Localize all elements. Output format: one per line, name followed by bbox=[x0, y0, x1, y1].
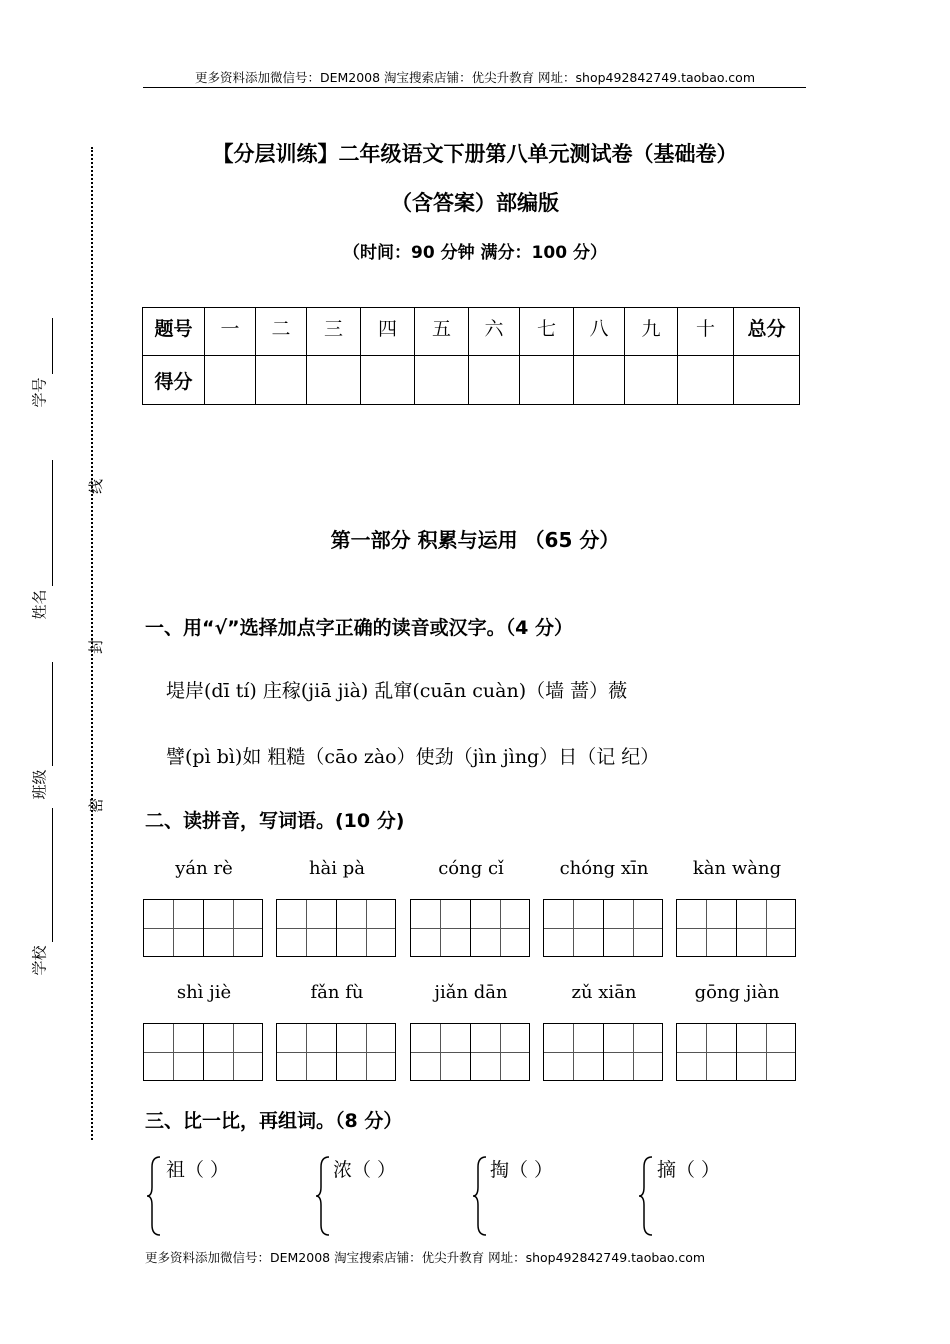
pinyin-label: cóng cǐ bbox=[438, 858, 504, 879]
writing-grid[interactable] bbox=[543, 899, 663, 957]
question-2-title: 二、读拼音，写词语。(10 分) bbox=[145, 810, 405, 832]
brace-icon bbox=[638, 1155, 654, 1237]
score-col-7: 七 bbox=[520, 308, 574, 356]
school-label: 学校 bbox=[30, 945, 49, 976]
class-label: 班级 bbox=[30, 769, 49, 800]
score-cell[interactable] bbox=[205, 356, 256, 405]
score-cell[interactable] bbox=[678, 356, 734, 405]
score-table bbox=[142, 307, 800, 405]
score-row-label: 得分 bbox=[143, 356, 205, 405]
pinyin-label: gōng jiàn bbox=[694, 982, 780, 1003]
score-col-8: 八 bbox=[574, 308, 625, 356]
exam-time-score: （时间：90 分钟 满分：100 分） bbox=[343, 243, 607, 263]
pinyin-label: zǔ xiān bbox=[571, 982, 637, 1003]
score-cell[interactable] bbox=[256, 356, 307, 405]
pinyin-label: kàn wàng bbox=[692, 858, 782, 879]
student-id-blank[interactable] bbox=[52, 318, 53, 374]
question-number-label: 题号 bbox=[143, 308, 205, 356]
compare-item[interactable]: 摘（ ） bbox=[657, 1159, 721, 1181]
writing-grid[interactable] bbox=[410, 899, 530, 957]
score-col-2: 二 bbox=[256, 308, 307, 356]
part-one-heading: 第一部分 积累与运用 （65 分） bbox=[330, 528, 620, 552]
pinyin-label: jiǎn dān bbox=[434, 982, 508, 1003]
score-cell[interactable] bbox=[734, 356, 800, 405]
score-col-9: 九 bbox=[625, 308, 678, 356]
score-cell[interactable] bbox=[469, 356, 520, 405]
brace-icon bbox=[472, 1155, 488, 1237]
writing-grid[interactable] bbox=[276, 899, 396, 957]
seal-char-xian: 线 bbox=[87, 478, 106, 495]
score-cell[interactable] bbox=[307, 356, 361, 405]
pinyin-label: chóng xīn bbox=[559, 858, 649, 879]
writing-grid[interactable] bbox=[676, 1023, 796, 1081]
score-cell[interactable] bbox=[574, 356, 625, 405]
pinyin-label: hài pà bbox=[308, 858, 366, 879]
score-cell[interactable] bbox=[361, 356, 415, 405]
writing-grid[interactable] bbox=[143, 899, 263, 957]
question-1-line-1: 堤岸(dī tí) 庄稼(jiā jià) 乱窜(cuān cuàn)（墙 蔷）薇 bbox=[166, 680, 628, 702]
pinyin-label: shì jiè bbox=[176, 982, 232, 1003]
pinyin-label: fǎn fù bbox=[310, 982, 364, 1003]
compare-item[interactable]: 浓（ ） bbox=[333, 1159, 397, 1181]
score-col-3: 三 bbox=[307, 308, 361, 356]
compare-item[interactable]: 祖（ ） bbox=[166, 1159, 230, 1181]
compare-item[interactable]: 掏（ ） bbox=[490, 1159, 554, 1181]
question-3-title: 三、比一比，再组词。（8 分） bbox=[145, 1110, 403, 1132]
writing-grid[interactable] bbox=[276, 1023, 396, 1081]
score-col-10: 十 bbox=[678, 308, 734, 356]
header-note: 更多资料添加微信号：DEM2008 淘宝搜索店铺：优尖升教育 网址：shop492842749.taobao.com bbox=[194, 70, 756, 85]
score-col-5: 五 bbox=[415, 308, 469, 356]
header-divider bbox=[143, 87, 806, 88]
student-id-label: 学号 bbox=[30, 377, 49, 408]
name-label: 姓名 bbox=[30, 589, 49, 620]
score-cell[interactable] bbox=[520, 356, 574, 405]
pinyin-label: yán rè bbox=[175, 858, 233, 879]
footer-note: 更多资料添加微信号：DEM2008 淘宝搜索店铺：优尖升教育 网址：shop492842749.taobao.com bbox=[145, 1250, 706, 1265]
brace-icon bbox=[315, 1155, 331, 1237]
score-col-total: 总分 bbox=[734, 308, 800, 356]
writing-grid[interactable] bbox=[543, 1023, 663, 1081]
score-col-6: 六 bbox=[469, 308, 520, 356]
page-title: 【分层训练】二年级语文下册第八单元测试卷（基础卷） bbox=[212, 142, 738, 166]
name-blank[interactable] bbox=[52, 460, 53, 586]
question-1-line-2: 譬(pì bì)如 粗糙（cāo zào）使劲（jìn jìng）日（记 纪） bbox=[166, 746, 660, 768]
class-blank[interactable] bbox=[52, 662, 53, 766]
score-col-4: 四 bbox=[361, 308, 415, 356]
writing-grid[interactable] bbox=[676, 899, 796, 957]
question-1-title: 一、用“√”选择加点字正确的读音或汉字。（4 分） bbox=[145, 617, 573, 639]
seal-char-mi: 密 bbox=[87, 797, 106, 814]
school-blank[interactable] bbox=[52, 808, 53, 942]
score-cell[interactable] bbox=[415, 356, 469, 405]
brace-icon bbox=[146, 1155, 162, 1237]
page-subtitle: （含答案）部编版 bbox=[391, 191, 559, 215]
seal-char-feng: 封 bbox=[87, 638, 106, 655]
writing-grid[interactable] bbox=[410, 1023, 530, 1081]
score-cell[interactable] bbox=[625, 356, 678, 405]
score-col-1: 一 bbox=[205, 308, 256, 356]
writing-grid[interactable] bbox=[143, 1023, 263, 1081]
